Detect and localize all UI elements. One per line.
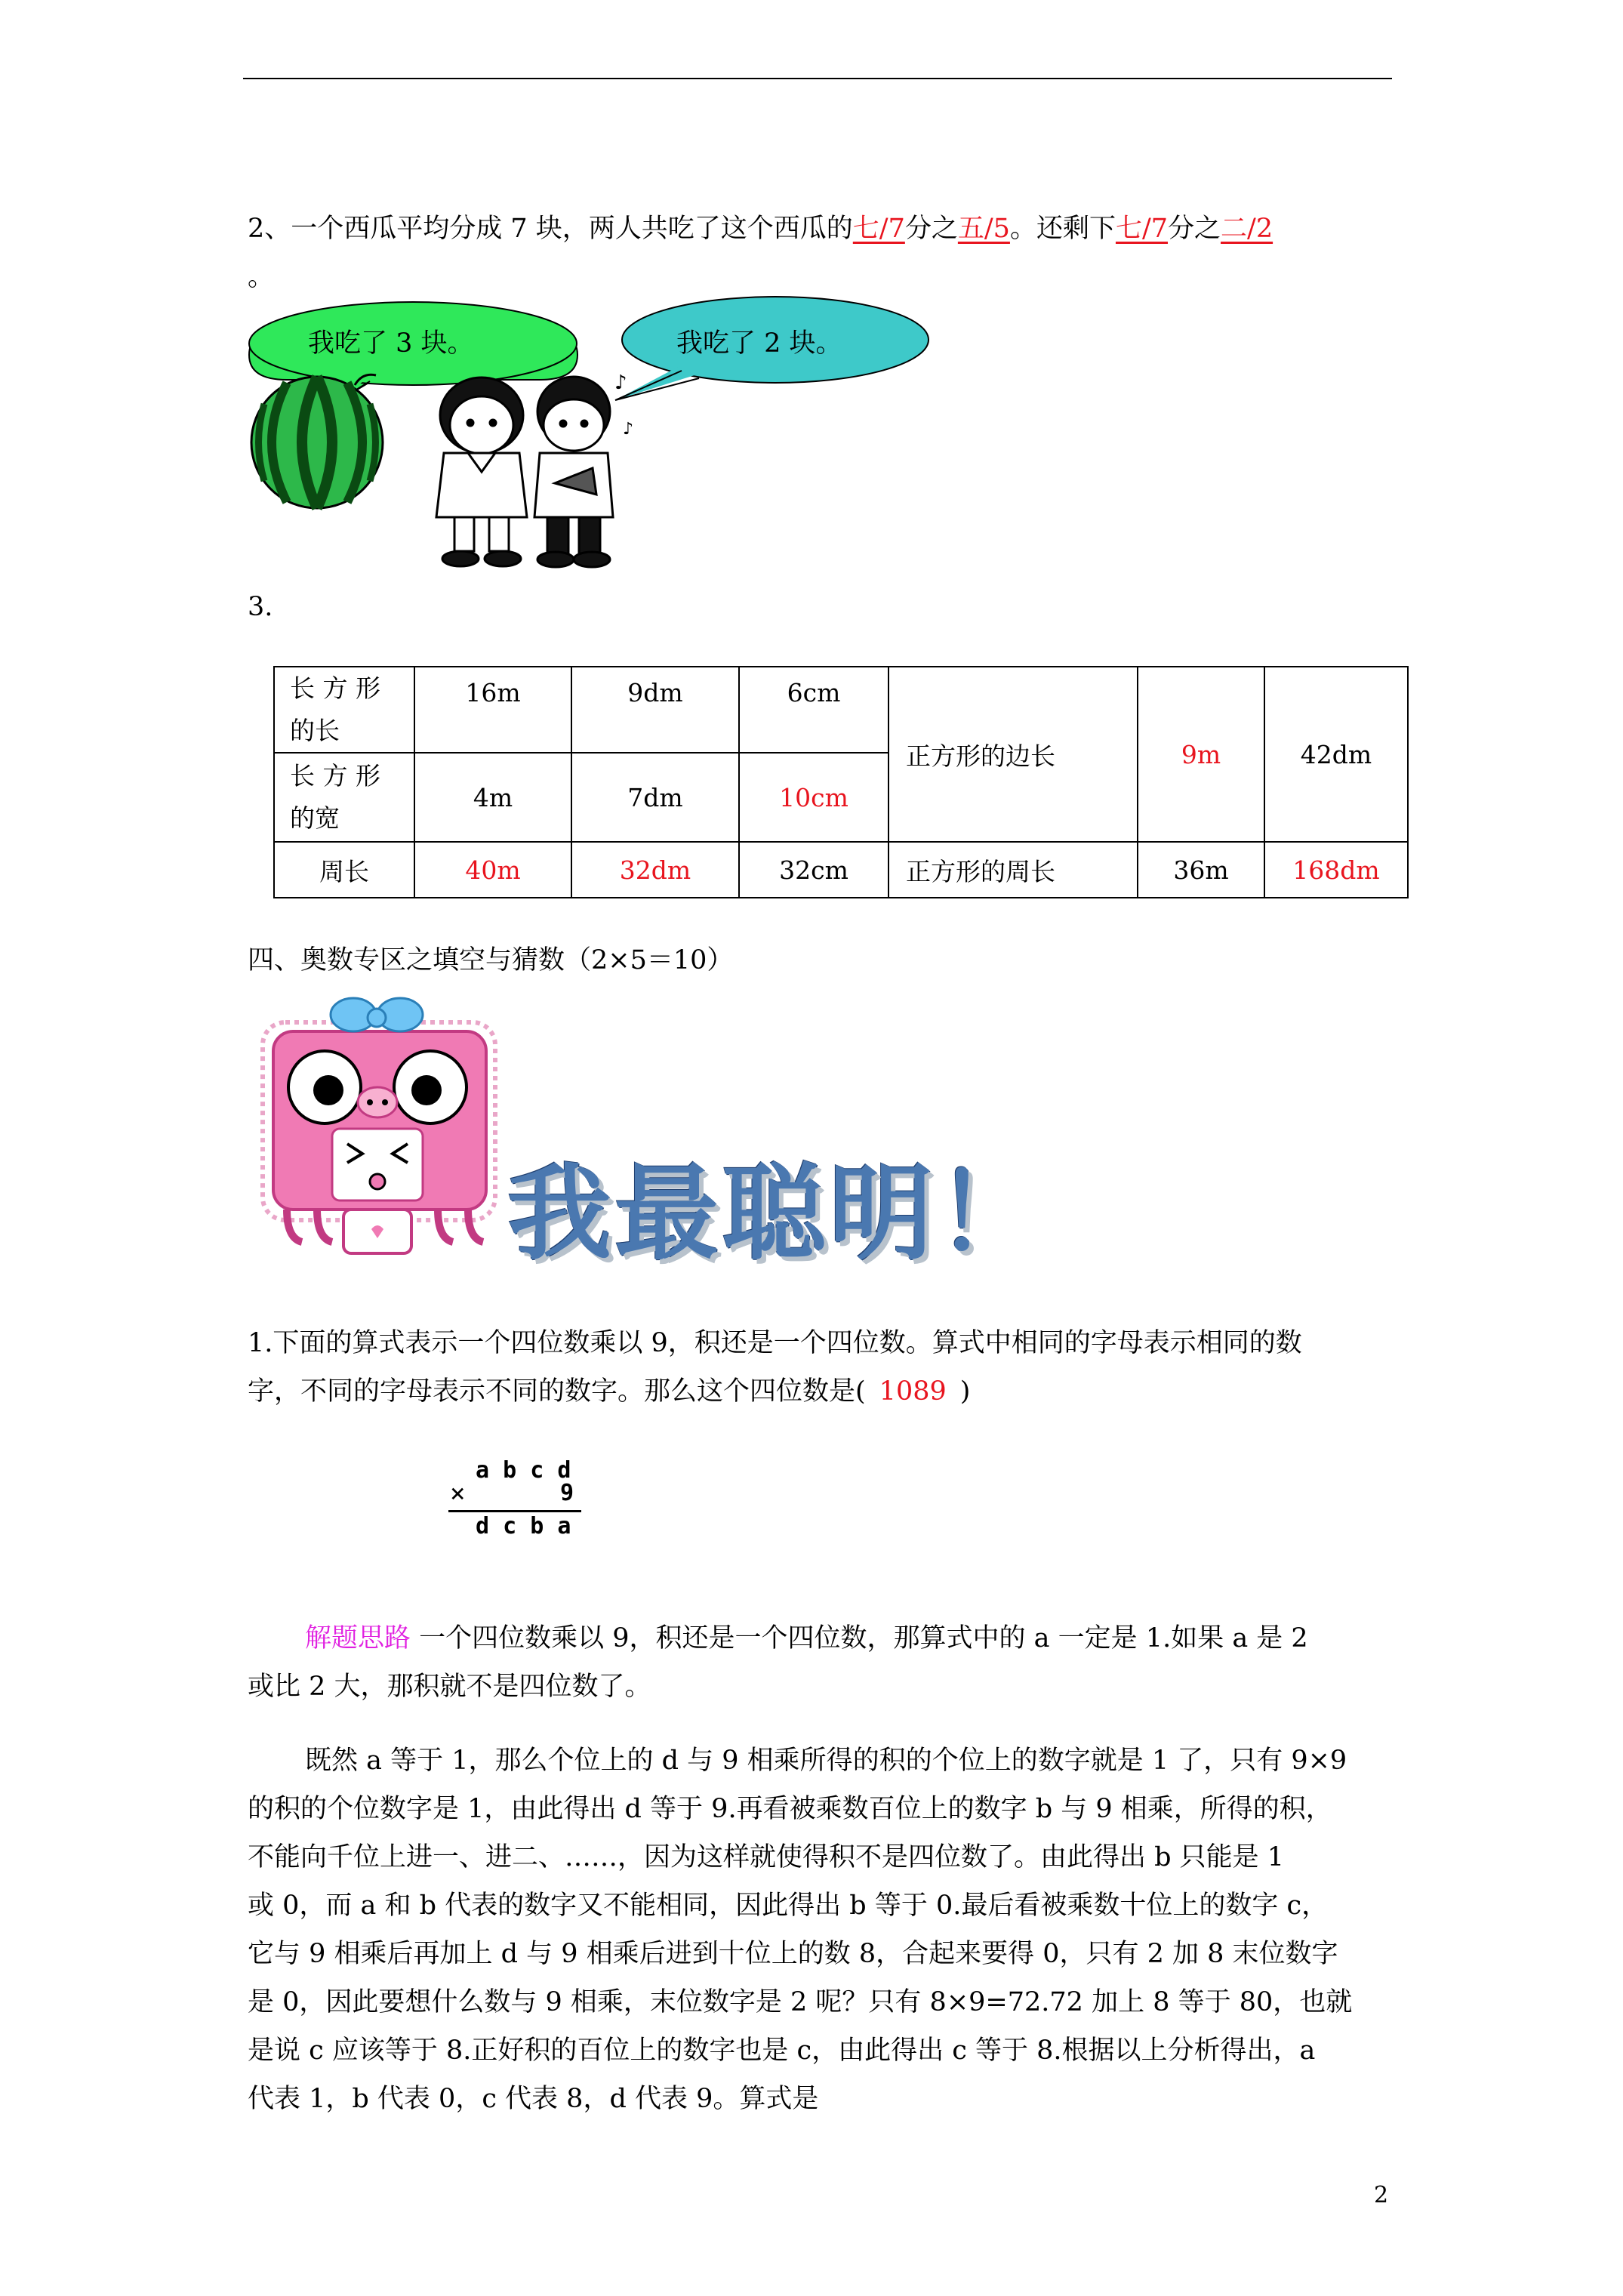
q3-table xyxy=(273,666,1409,898)
boy-figure-icon xyxy=(534,371,633,567)
square-perimeter-cell: 36m xyxy=(1138,842,1264,898)
equation-rule xyxy=(448,1510,581,1512)
solution-line: 或 0，而 a 和 b 代表的数字又不能相同，因此得出 b 等于 0.最后看被乘数十位上的数字 c， xyxy=(248,1891,1329,1921)
solution-label: 解题思路 xyxy=(305,1623,411,1653)
p1-line1: 1.下面的算式表示一个四位数乘以 9，积还是一个四位数。算式中相同的字母表示相同的数 xyxy=(248,1328,1302,1358)
equation-times-sign: × xyxy=(450,1478,466,1509)
square-perimeter-label: 正方形的周长 xyxy=(888,842,1138,898)
q2-end-mark: 。 xyxy=(248,262,275,292)
solution-p1-line2: 或比 2 大，那积就不是四位数了。 xyxy=(248,1672,651,1702)
solution-line: 的积的个位数字是 1，由此得出 d 等于 9.再看被乘数百位上的数字 b 与 9 相乘，所得的积， xyxy=(248,1794,1332,1824)
perimeter-label: 周长 xyxy=(274,842,414,898)
rect-length-label: 长 方 形 的长 xyxy=(290,673,380,745)
length-cell: 9dm xyxy=(571,667,739,753)
multiplication-equation xyxy=(445,1457,589,1548)
q2-line xyxy=(248,212,1273,245)
watermelon-icon xyxy=(251,374,383,508)
girl-figure-icon xyxy=(436,378,527,566)
header-rule xyxy=(243,78,1392,79)
page-number: 2 xyxy=(1374,2182,1389,2208)
rect-length-label-cell xyxy=(274,667,414,753)
solution-line: 代表 1，b 代表 0，c 代表 8，d 代表 9。算式是 xyxy=(248,2084,819,2114)
q2-answer-1: 七/7 xyxy=(852,214,905,244)
square-side-cell: 42dm xyxy=(1264,667,1408,842)
rect-width-label-cell xyxy=(274,753,414,842)
square-perimeter-cell: 168dm xyxy=(1264,842,1408,898)
solution-line: 是说 c 应该等于 8.正好积的百位上的数字也是 c，由此得出 c 等于 8.根据以上分析得出，a xyxy=(248,2036,1316,2066)
speech-bubble-left-text: 我吃了 3 块。 xyxy=(308,328,474,359)
perimeter-cell: 40m xyxy=(414,842,571,898)
pink-character-icon xyxy=(257,989,506,1268)
p1-answer: 1089 xyxy=(879,1376,947,1407)
p1-line2 xyxy=(248,1375,970,1408)
solution-line: 它与 9 相乘后再加上 d 与 9 相乘后进到十位上的数 8，合起来要得 0，只有 2 加 8 末位数字 xyxy=(248,1939,1338,1969)
section4-title: 四、奥数专区之填空与猜数（2×5＝10） xyxy=(248,945,734,975)
q2-text-b: 分之 xyxy=(904,214,958,244)
solution-p1-line1: 一个四位数乘以 9，积还是一个四位数，那算式中的 a 一定是 1.如果 a 是 2 xyxy=(419,1623,1308,1653)
speech-bubble-right-text: 我吃了 2 块。 xyxy=(676,328,842,359)
q2-answer-2: 五/5 xyxy=(957,214,1010,244)
q2-answer-4: 二/2 xyxy=(1221,214,1273,244)
length-cell: 16m xyxy=(414,667,571,753)
width-cell: 4m xyxy=(414,753,571,842)
equation-result: d c b a xyxy=(476,1513,571,1539)
rect-width-label: 长 方 形 的宽 xyxy=(290,761,380,833)
q3-label: 3. xyxy=(248,592,273,622)
solution-line: 是 0，因此要想什么数与 9 相乘，末位数字是 2 呢？只有 8×9=72.72 加上 8 等于 80，也就 xyxy=(248,1987,1353,2017)
svg-text:♪: ♪ xyxy=(614,371,627,394)
square-side-cell: 9m xyxy=(1138,667,1264,842)
q2-text-d: 分之 xyxy=(1168,214,1221,244)
p1-line2-text: 字，不同的字母表示不同的数字。那么这个四位数是( xyxy=(248,1376,866,1407)
solution-paragraph-1 xyxy=(248,1614,1380,1711)
perimeter-cell: 32cm xyxy=(739,842,888,898)
p1-line2-close: ) xyxy=(959,1376,971,1407)
square-side-label: 正方形的边长 xyxy=(888,667,1138,842)
length-cell: 6cm xyxy=(739,667,888,753)
q2-text-c: 。还剩下 xyxy=(1009,214,1116,244)
solution-line: 既然 a 等于 1，那么个位上的 d 与 9 相乘所得的积的个位上的数字就是 1 了，只有 9×9 xyxy=(305,1746,1347,1776)
q2-text-a: 2、一个西瓜平均分成 7 块，两人共吃了这个西瓜的 xyxy=(248,214,853,244)
svg-text:♪: ♪ xyxy=(623,420,634,439)
width-cell: 7dm xyxy=(571,753,739,842)
solution-line: 不能向千位上进一、进二、……，因为这样就使得积不是四位数了。由此得出 b 只能是 1 xyxy=(248,1842,1285,1872)
q2-answer-3: 七/7 xyxy=(1115,214,1169,244)
equation-top: a b c d xyxy=(476,1457,571,1484)
solution-paragraph-2 xyxy=(248,1737,1380,2123)
banner-text: 我最聪明！ xyxy=(507,1153,1044,1274)
equation-multiplier: 9 xyxy=(560,1480,574,1506)
perimeter-cell: 32dm xyxy=(571,842,739,898)
width-cell: 10cm xyxy=(739,753,888,842)
